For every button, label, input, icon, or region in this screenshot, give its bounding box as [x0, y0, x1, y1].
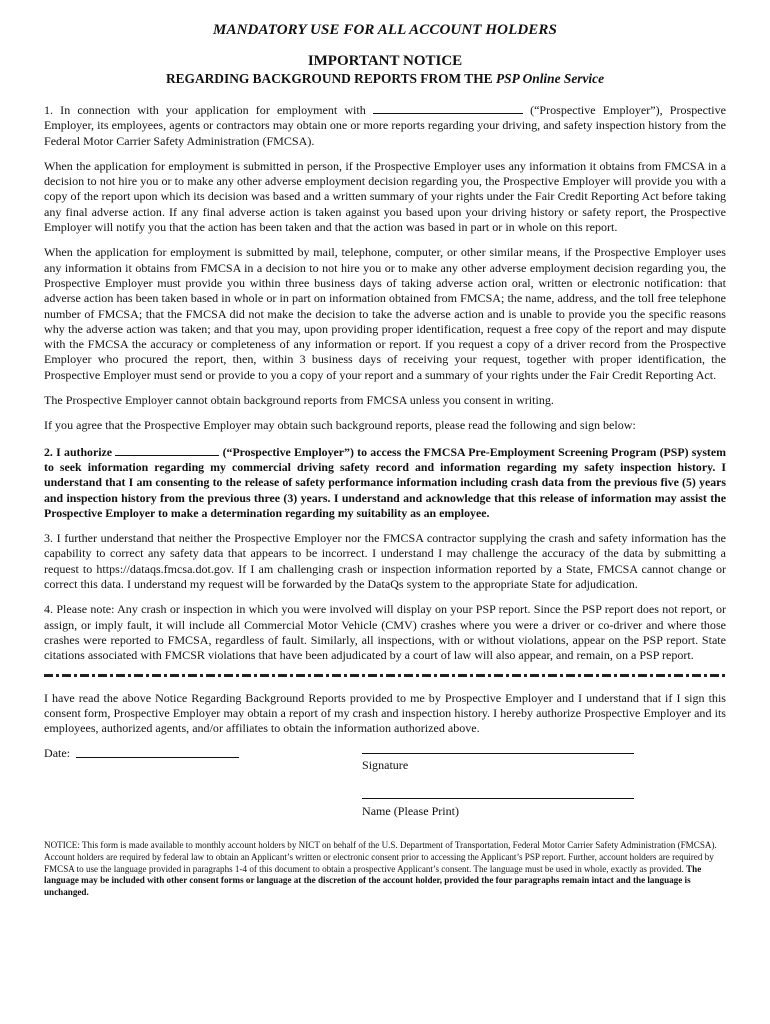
paragraph-1-end: (“Prospective Employer”), Prospective Employer, its employees, agents or contractors may obtain one or more reports regarding your driving, and safety inspection history from the Federal Motor Carrier Safety Administration (FMCSA). — [44, 103, 726, 148]
employer-name-field-2[interactable] — [115, 444, 219, 456]
signature-label: Signature — [362, 758, 409, 773]
date-field[interactable] — [76, 757, 239, 758]
dashed-divider — [44, 674, 726, 677]
footnote-text: NOTICE: This form is made available to monthly account holders by NICT on behalf of the U.S. Department of Transportation, Federal Motor Carrier Safety Administration (FMCSA). Account holders are required by federal law to obtain an Applicant’s written or electronic consent prior to accessing the Applicant’s PSP report. Further, account holders are required by FMCSA to use the language provided in paragraphs 1-4 of this document to obtain a prospective Applicant’s consent. The language must be used in whole, exactly as provided. — [44, 840, 717, 874]
notice-title: IMPORTANT NOTICE — [307, 53, 463, 69]
paragraph-agree: If you agree that the Prospective Employer may obtain such background reports, please read the following and sign below: — [44, 418, 636, 433]
paragraph-in-person: When the application for employment is submitted in person, if the Prospective Employer uses any information it obtains from FMCSA in a decision to not hire you or to make any other adverse employment decision regarding you, the Prospective Employer will provide you with a copy of the report upon which its decision was based and a written summary of your rights under the Fair Credit Reporting Act before taking any final adverse action. If any final adverse action is taken against you based upon your driving history or safety report, the Prospective Employer will notify you that the action has been taken and that the action was based in part or in whole on this report. — [44, 158, 726, 235]
date-label: Date: — [44, 746, 71, 761]
signature-field[interactable] — [362, 753, 634, 754]
notice-subtitle — [44, 71, 726, 87]
paragraph-1 — [44, 102, 726, 149]
printed-name-label: Name (Please Print) — [362, 804, 460, 819]
paragraph-2-end: (“Prospective Employer”) to access the FMCSA Pre-Employment Screening Program (PSP) system to seek information regarding my commercial driving safety record and information regarding my safety inspection history. I understand that I am consenting to the release of safety performance information including crash data from the previous five (5) years and inspection history from the previous three (3) years. I understand and acknowledge that this release of information may assist the Prospective Employer to make a determination regarding my suitability as an employee. — [44, 444, 726, 520]
paragraph-2-start: 2. I authorize — [44, 444, 116, 459]
printed-name-field[interactable] — [362, 798, 634, 799]
paragraph-2-authorization — [44, 444, 726, 521]
employer-name-field-1[interactable] — [373, 102, 523, 114]
signature-block — [44, 746, 726, 840]
psp-disclosure-page — [44, 22, 726, 898]
paragraph-3: 3. I further understand that neither the Prospective Employer nor the FMCSA contractor supplying the crash and safety information has the capability to correct any safety data that appears to be incorrect. I understand I may challenge the accuracy of the data by submitting a request to https://dataqs.fmcsa.dot.gov. If I am challenging crash or inspection information reported by a State, FMCSA cannot change or correct this data. I understand my request will be forwarded by the DataQs system to the appropriate State for adjudication. — [44, 531, 726, 592]
paragraph-1-start: 1. In connection with your application for employment with — [44, 103, 373, 117]
mandatory-heading: MANDATORY USE FOR ALL ACCOUNT HOLDERS — [213, 22, 557, 38]
notice-subtitle-italic: PSP Online Service — [495, 71, 605, 86]
paragraph-acknowledgement: I have read the above Notice Regarding Background Reports provided to me by Prospective Employer and I understand that if I sign this consent form, Prospective Employer may obtain a report of my crash and inspection history. I hereby authorize Prospective Employer and its employees, authorized agents, and/or affiliates to obtain the information authorized above. — [44, 690, 726, 736]
paragraph-consent: The Prospective Employer cannot obtain background reports from FMCSA unless you consent in writing. — [44, 393, 554, 408]
paragraph-4: 4. Please note: Any crash or inspection in which you were involved will display on your PSP report. Since the PSP report does not report, or assign, or imply fault, it will include all Commercial Motor Vehicle (CMV) crashes where you were a driver or co-driver and where those crashes were reported to FMCSA, regardless of fault. Similarly, all inspections, with or without violations, appear on the PSP report. State citations associated with FMCSR violations that have been adjudicated by a court of law will also appear, and remain, on a PSP report. — [44, 602, 726, 663]
notice-subtitle-main: REGARDING BACKGROUND REPORTS FROM THE — [165, 71, 496, 86]
paragraph-by-mail: When the application for employment is submitted by mail, telephone, computer, or other similar means, if the Prospective Employer uses any information it obtains from FMCSA in a decision to not hire you or to make any other adverse employment decision regarding you, the Prospective Employer must provide you within three business days of taking adverse action oral, written or electronic notification: that adverse action has been taken based in whole or in part on information obtained from FMCSA; the name, address, and the toll free telephone number of FMCSA; that the FMCSA did not make the decision to take the adverse action and is unable to provide you the specific reasons why the adverse action was taken; and that you may, upon providing proper identification, request a free copy of the report and may dispute with the FMCSA the accuracy or completeness of any information or report. If you request a copy of a driver record from the Prospective Employer who procured the report, then, within 3 business days of receiving your request, together with proper identification, the Prospective Employer must send or provide to you a copy of your report and a summary of your rights under the Fair Credit Reporting Act. — [44, 245, 726, 382]
footnote-notice — [44, 840, 726, 898]
footnote-bold-text: The language may be included with other consent forms or language at the discretion of the account holder, provided the four paragraphs remain intact and the language is unchanged. — [44, 863, 702, 897]
